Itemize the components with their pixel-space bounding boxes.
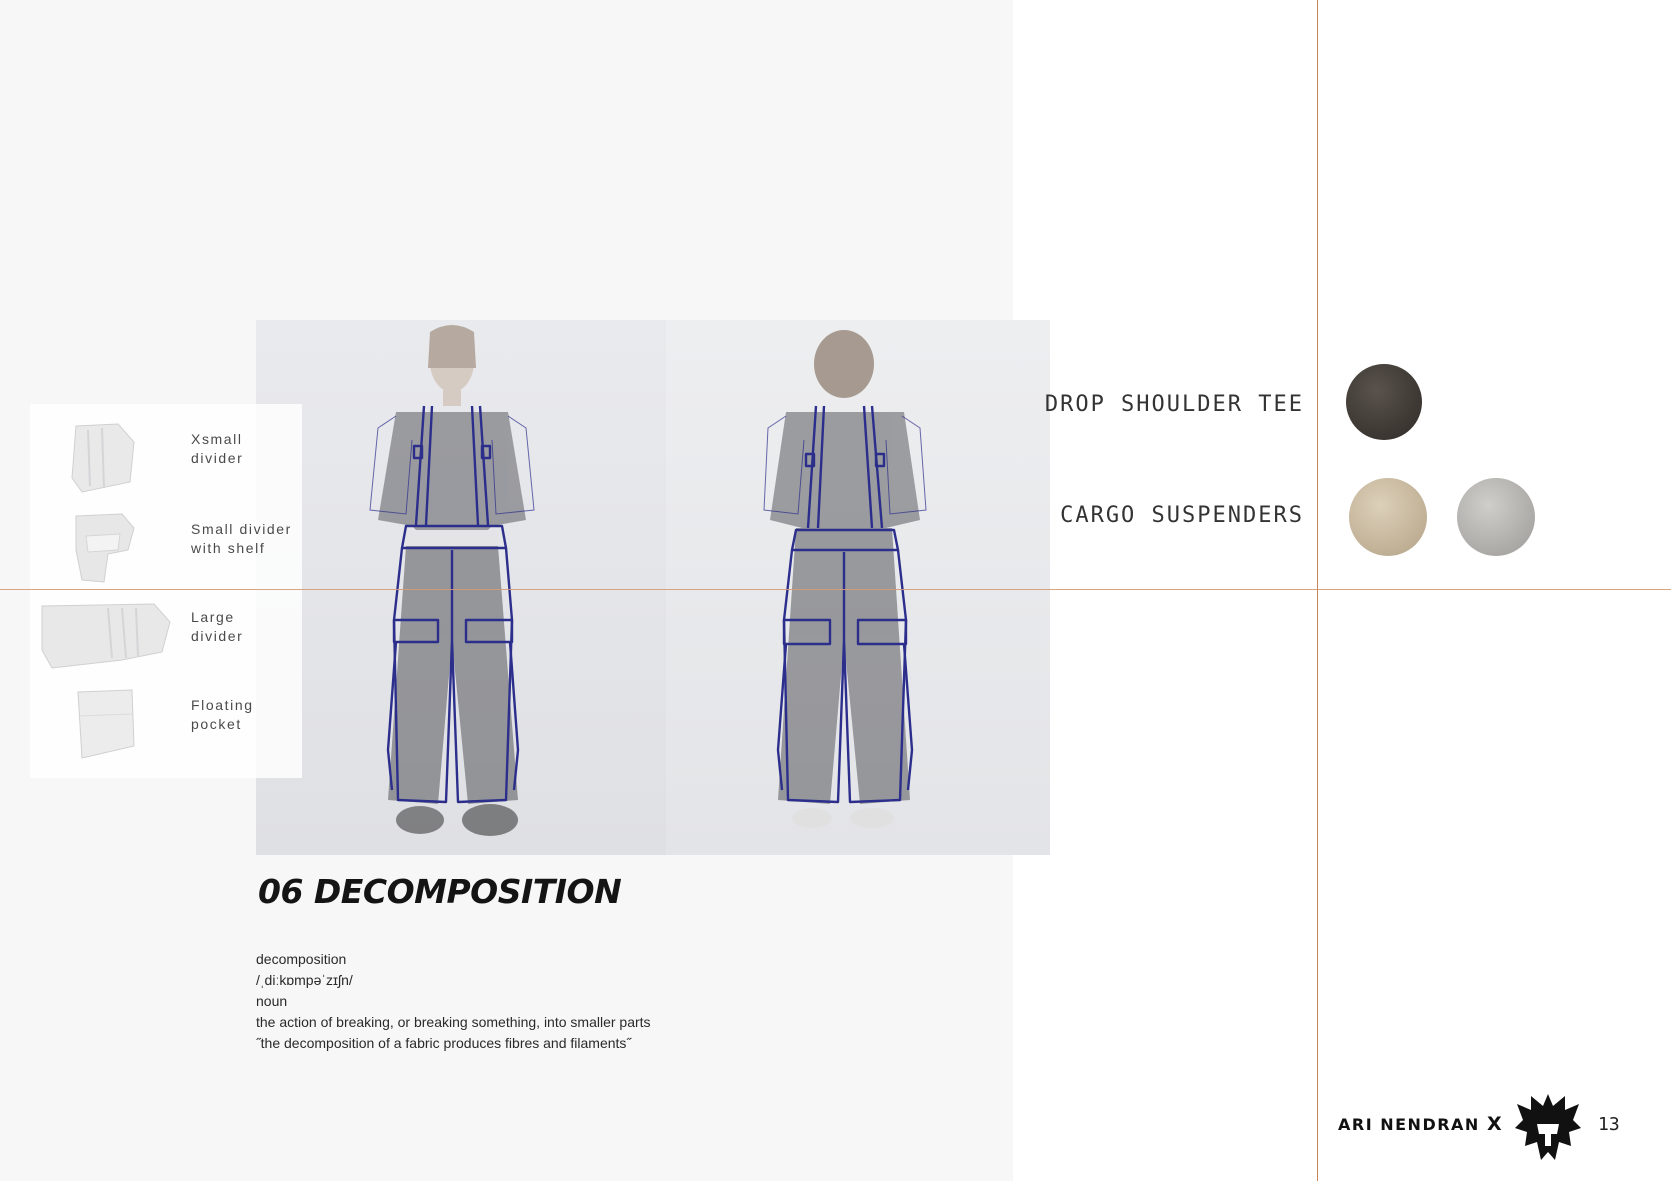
legend-item-small-divider-shelf (30, 510, 302, 590)
definition-pronunciation: /ˌdiːkɒmpəˈzɪʃn/ (256, 972, 353, 988)
horizontal-guide-line (0, 589, 1671, 590)
legend-label: Xsmall divider (191, 431, 244, 466)
page-number: 13 (1598, 1114, 1620, 1135)
definition-meaning: the action of breaking, or breaking something, into smaller parts (256, 1014, 651, 1030)
legend-label: Large divider (191, 609, 244, 644)
vertical-guide-line (1317, 0, 1318, 1181)
phoenix-logo-icon (1513, 1090, 1583, 1166)
legend-label: Small divider with shelf (191, 521, 292, 556)
legend-item-large-divider (30, 598, 302, 678)
color-swatch-tee-dark-brown[interactable] (1346, 364, 1422, 440)
product-name-cargo-suspenders: CARGO SUSPENDERS (1060, 503, 1304, 528)
garment-photo (256, 320, 1050, 855)
garment-sketch-overlay (256, 320, 1050, 855)
component-legend (30, 404, 302, 778)
definition-word: decomposition (256, 951, 347, 967)
xsmall-divider-icon (68, 420, 140, 496)
floating-pocket-icon (72, 686, 144, 762)
legend-item-xsmall-divider (30, 420, 302, 500)
legend-label: Floating pocket (191, 697, 254, 732)
section-title: 06 DECOMPOSITION (258, 872, 622, 911)
color-swatch-suspenders-beige[interactable] (1349, 478, 1427, 556)
legend-item-floating-pocket (30, 686, 302, 766)
definition-example: ˝the decomposition of a fabric produces fibres and filaments˝ (256, 1035, 632, 1051)
product-name-drop-shoulder-tee: DROP SHOULDER TEE (1044, 392, 1304, 417)
large-divider-icon (38, 598, 174, 676)
collab-separator: X (1487, 1113, 1502, 1135)
color-swatch-suspenders-grey[interactable] (1457, 478, 1535, 556)
brand-name: ARI NENDRAN (1338, 1115, 1480, 1134)
small-divider-shelf-icon (68, 510, 140, 586)
definition-part-of-speech: noun (256, 993, 288, 1009)
